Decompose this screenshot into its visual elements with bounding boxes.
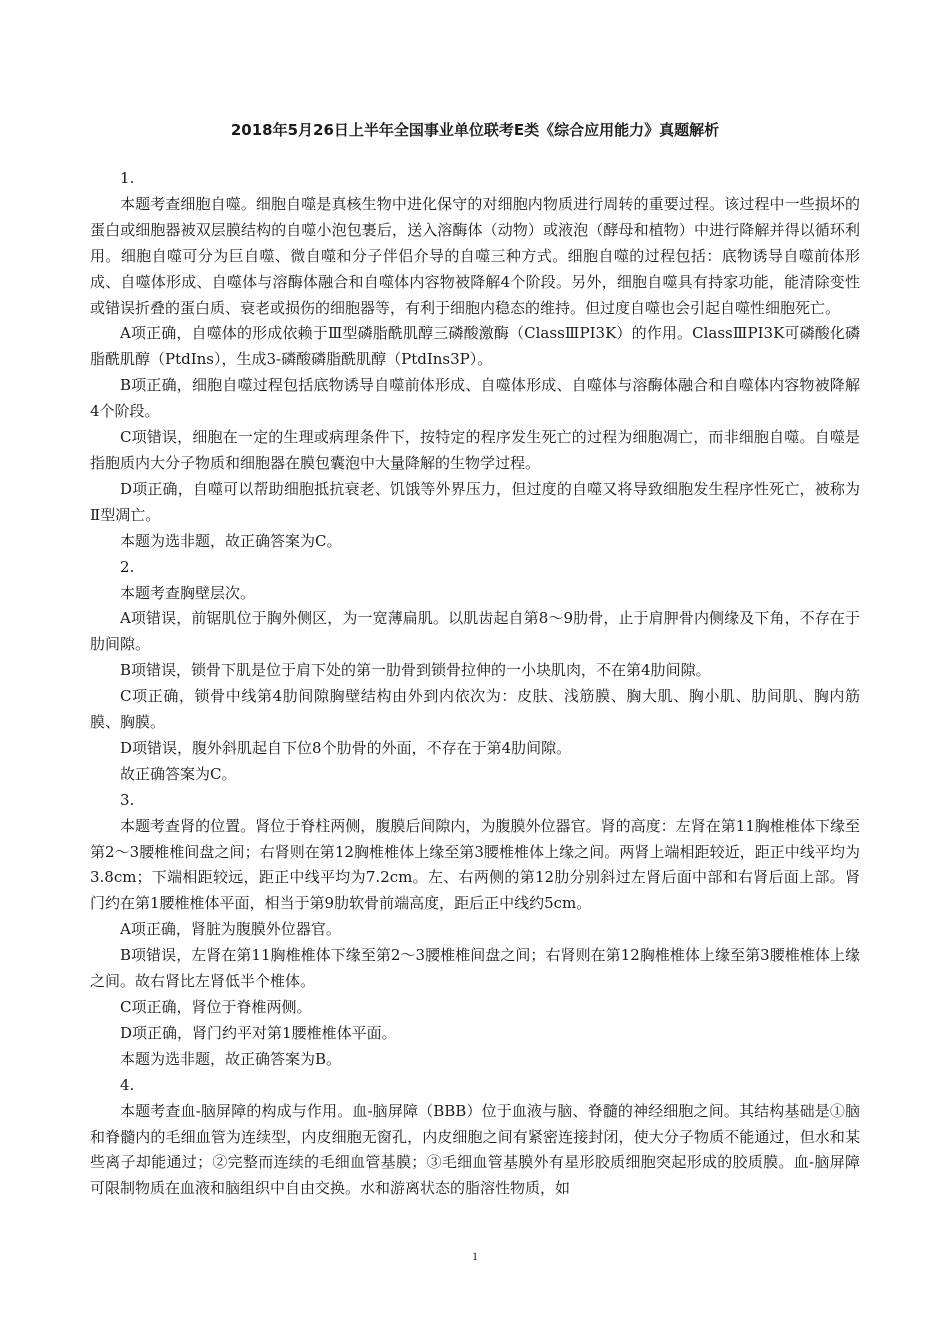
paragraph: B项正确，细胞自噬过程包括底物诱导自噬前体形成、自噬体形成、自噬体与溶酶体融合和自噬体内容物被降解4个阶段。 [90, 376, 860, 421]
paragraph: A项正确，肾脏为腹膜外位器官。 [120, 920, 341, 939]
paragraph: 本题考查血-脑屏障的构成与作用。血-脑屏障（BBB）位于血液与脑、脊髓的神经细胞之间。其结构基础是①脑和脊髓内的毛细血管为连续型，内皮细胞无窗孔，内皮细胞之间有紧密连接封闭，使大分子物质不能通过，但水和某些离子却能通过；②完整而连续的毛细血管基膜；③毛细血管基膜外有星形胶质细胞突起形成的胶质膜。血-脑屏障可限制物质在血液和脑组织中自由交换。水和游离状态的脂溶性物质，如 [90, 1101, 860, 1198]
paragraph: D项正确，自噬可以帮助细胞抵抗衰老、饥饿等外界压力，但过度的自噬又将导致细胞发生程序性死亡，被称为Ⅱ型凋亡。 [90, 479, 860, 524]
paragraph: 本题为选非题，故正确答案为B。 [120, 1049, 342, 1068]
paragraph: B项错误，左肾在第11胸椎椎体下缘至第2～3腰椎椎间盘之间；右肾则在第12胸椎椎体上缘至第3腰椎椎体上缘之间。故右肾比左肾低半个椎体。 [90, 946, 860, 991]
document-body [90, 166, 860, 1202]
document-title: 2018年5月26日上半年全国事业单位联考E类《综合应用能力》真题解析 [230, 121, 720, 139]
paragraph: 本题考查胸壁层次。 [120, 583, 256, 602]
paragraph: 本题考查细胞自噬。细胞自噬是真核生物中进化保守的对细胞内物质进行周转的重要过程。该过程中一些损坏的蛋白或细胞器被双层膜结构的自噬小泡包裹后，送入溶酶体（动物）或液泡（酵母和植物）中进行降解并得以循环利用。细胞自噬可分为巨自噬、微自噬和分子伴侣介导的自噬三种方式。细胞自噬的过程包括：底物诱导自噬前体形成、自噬体形成、自噬体与溶酶体融合和自噬体内容物被降解4个阶段。另外，细胞自噬具有持家功能，能清除变性或错误折叠的蛋白质、衰老或损伤的细胞器等，有利于细胞内稳态的维持。但过度自噬也会引起自噬性细胞死亡。 [90, 194, 860, 317]
paragraph: A项错误，前锯肌位于胸外侧区，为一宽薄扁肌。以肌齿起自第8～9肋骨，止于肩胛骨内侧缘及下角，不存在于肋间隙。 [90, 609, 860, 654]
paragraph: 1. [120, 169, 135, 187]
paragraph: C项正确，肾位于脊椎两侧。 [120, 998, 312, 1016]
paragraph: D项错误，腹外斜肌起自下位8个肋骨的外面，不存在于第4肋间隙。 [120, 738, 572, 757]
paragraph: 3. [120, 790, 135, 809]
page-number: 1 [472, 1249, 478, 1263]
paragraph: B项错误，锁骨下肌是位于肩下处的第一肋骨到锁骨拉伸的一小块肌肉，不在第4肋间隙。 [120, 661, 711, 680]
paragraph: D项正确，肾门约平对第1腰椎椎体平面。 [120, 1023, 397, 1042]
paragraph: 本题为选非题，故正确答案为C。 [120, 531, 342, 550]
paragraph: 2. [120, 557, 135, 576]
paragraph: A项正确，自噬体的形成依赖于Ⅲ型磷脂酰肌醇三磷酸激酶（ClassⅢPI3K）的作用。ClassⅢPI3K可磷酸化磷脂酰肌醇（PtdIns），生成3-磷酸磷脂酰肌醇（PtdIns3P）。 [90, 324, 860, 369]
paragraph: C项错误，细胞在一定的生理或病理条件下，按特定的程序发生死亡的过程为细胞凋亡，而非细胞自噬。自噬是指胞质内大分子物质和细胞器在膜包囊泡中大量降解的生物学过程。 [90, 428, 860, 472]
paragraph: 4. [120, 1075, 135, 1094]
paragraph: C项正确，锁骨中线第4肋间隙胸壁结构由外到内依次为：皮肤、浅筋膜、胸大肌、胸小肌、肋间肌、胸内筋膜、胸膜。 [90, 687, 860, 732]
paragraph: 本题考查肾的位置。肾位于脊柱两侧，腹膜后间隙内，为腹膜外位器官。肾的高度：左肾在第11胸椎椎体下缘至第2～3腰椎椎间盘之间；右肾则在第12胸椎椎体上缘至第3腰椎椎体上缘之间。两肾上端相距较近，距正中线平均为3.8cm；下端相距较远，距正中线平均为7.2cm。左、右两侧的第12肋分别斜过左肾后面中部和右肾后面上部。肾门约在第1腰椎椎体平面，相当于第9肋软骨前端高度，距后正中线约5cm。 [90, 816, 860, 913]
paragraph: 故正确答案为C。 [120, 764, 237, 783]
